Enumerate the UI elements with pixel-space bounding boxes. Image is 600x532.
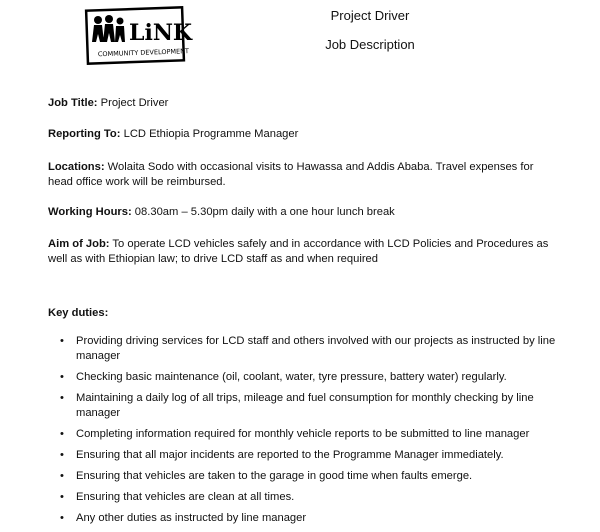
duty-text: Providing driving services for LCD staff and others involved with our projects as instructed by line manager	[76, 335, 556, 362]
field-working-hours	[48, 205, 558, 220]
list-item	[60, 391, 560, 421]
bullet-icon: •	[60, 428, 64, 440]
duty-text: Ensuring that all major incidents are reported to the Programme Manager immediately.	[76, 449, 504, 461]
bullet-icon: •	[60, 491, 64, 503]
bullet-icon: •	[60, 512, 64, 524]
duty-text: Completing information required for monthly vehicle reports to be submitted to line manager	[76, 428, 530, 440]
logo-subtext: COMMUNITY DEVELOPMENT	[97, 47, 190, 59]
duty-text: Ensuring that vehicles are clean at all times.	[76, 491, 295, 503]
field-label: Reporting To:	[48, 128, 121, 140]
duty-text: Ensuring that vehicles are taken to the garage in good time when faults emerge.	[76, 470, 473, 482]
duty-text: Any other duties as instructed by line manager	[76, 512, 307, 524]
list-item	[60, 427, 560, 442]
list-item	[60, 448, 560, 463]
bullet-icon: •	[60, 371, 64, 383]
key-duties-list	[60, 334, 560, 532]
list-item	[60, 511, 560, 526]
link-community-development-logo	[86, 8, 193, 63]
bullet-icon: •	[60, 449, 64, 461]
field-label: Job Title:	[48, 97, 98, 109]
field-label: Aim of Job:	[48, 238, 110, 250]
document-subtitle: Job Description	[325, 37, 415, 52]
field-locations	[48, 160, 558, 190]
field-value: To operate LCD vehicles safely and in accordance with LCD Policies and Procedures as well as with Ethiopian law; to drive LCD staff as and when required	[48, 238, 549, 265]
field-label: Locations:	[48, 161, 105, 173]
field-value: Project Driver	[97, 97, 169, 109]
bullet-icon: •	[60, 335, 64, 347]
field-reporting-to	[48, 127, 558, 142]
bullet-icon: •	[60, 392, 64, 404]
duty-text: Maintaining a daily log of all trips, mileage and fuel consumption for monthly checking by line manager	[76, 392, 534, 419]
list-item	[60, 370, 560, 385]
duty-text: Checking basic maintenance (oil, coolant, water, tyre pressure, battery water) regularly.	[76, 371, 507, 383]
field-value: LCD Ethiopia Programme Manager	[120, 128, 299, 140]
field-label: Working Hours:	[48, 206, 132, 218]
field-job-title	[48, 96, 558, 111]
list-item	[60, 490, 560, 505]
list-item	[60, 334, 560, 364]
list-item	[60, 469, 560, 484]
field-aim-of-job	[48, 237, 558, 267]
bullet-icon: •	[60, 470, 64, 482]
document-title: Project Driver	[330, 8, 410, 23]
logo-wordmark: LiNK	[129, 20, 193, 46]
field-value: 08.30am – 5.30pm daily with a one hour lunch break	[131, 206, 395, 218]
key-duties-heading: Key duties:	[48, 307, 109, 319]
field-value: Wolaita Sodo with occasional visits to Hawassa and Addis Ababa. Travel expenses for head office work will be reimbursed.	[48, 161, 534, 188]
